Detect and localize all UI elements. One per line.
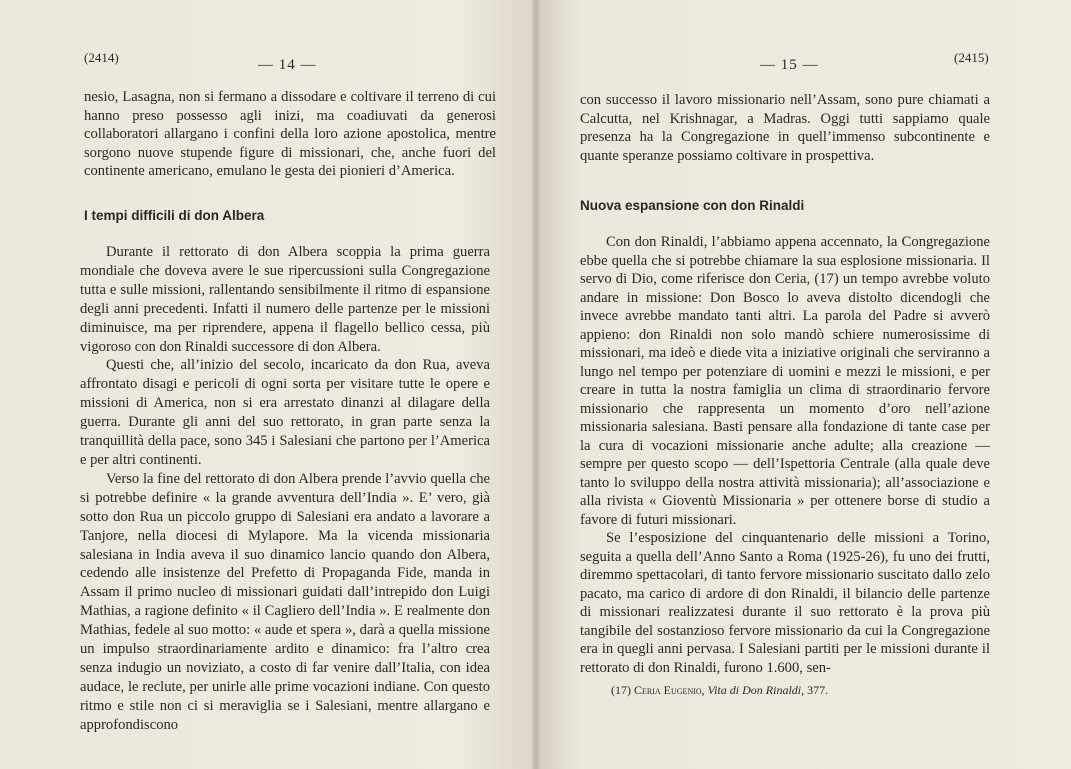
footnote-marker: (17)	[611, 683, 631, 697]
right-page-code: (2415)	[954, 50, 989, 65]
left-paragraph-2: Questi che, all’inizio del secolo, incaricato da don Rua, aveva affrontato disagi e pericoli di ogni sorta per visitare tutte le opere e missioni di America, non si era arrestato dinanzi al dilagare della guerra. Durante gli anni del suo rettorato, in gran parte senza la tranquillità della pace, sono 345 i Salesiani che partono per l’America e per altri continenti.	[80, 357, 490, 468]
right-section-heading: Nuova espansione con don Rinaldi	[580, 198, 805, 213]
right-intro-paragraph	[580, 91, 990, 165]
right-page-number: — 15 —	[760, 57, 819, 73]
right-intro-text: con successo il lavoro missionario nell’Assam, sono pure chiamati a Calcutta, nel Krishnagar, a Madras. Oggi tutti sappiamo quale presenza ha la Congregazione in quell’immenso subcontinente e quante speranze possiamo coltivare in prospettiva.	[580, 92, 990, 164]
right-page	[537, 0, 1071, 769]
left-intro-paragraph	[84, 88, 496, 181]
left-section-heading: I tempi difficili di don Albera	[84, 208, 265, 223]
footnote-author: Ceria Eugenio,	[634, 683, 705, 697]
left-page-code: (2414)	[84, 50, 119, 65]
left-paragraph-3: Verso la fine del rettorato di don Albera prende l’avvio quella che si potrebbe definire « la grande avventura dell’India ». E’ vero, già sotto don Rua un piccolo gruppo di Salesiani era andato a lavorare a Tanjore, nella diocesi di Mylapore. Ma la vicenda missionaria salesiana in India aveva il suo dinamico lancio quando don Albera, cedendo alle insistenze del Prefetto di Propaganda Fide, manda in Assam il primo nucleo di missionari guidati dall’intrepido don Luigi Mathias, a ragione definito « il Cagliero dell’India ». E realmente don Mathias, fedele al suo motto: « aude et spera », darà a quella missione un impulso straordinariamente ardito e dinamico: fra l’altro crea senza indugio un noviziato, a costo di far venire dall’Italia, con idea audace, le reclute, per unirle alle prime vocazioni indiane. Con questo ritmo e stile non ci si meraviglia se i Salesiani, mentre allargano e approfondiscono	[80, 470, 490, 733]
footnote	[611, 683, 828, 698]
right-body	[580, 233, 990, 677]
right-paragraph-1: Con don Rinaldi, l’abbiamo appena accennato, la Congregazione ebbe quella che si potrebbe chiamare la sua esplosione missionaria. Il servo di Dio, come riferisce don Ceria, (17) un tempo avrebbe voluto andare in missione: Don Bosco lo aveva distolto dicendogli che invece avrebbe mandato tanti altri. La parola del Padre si avverò appieno: don Rinaldi non solo mandò schiere numerosissime di missionari, ma ideò e diede vita a iniziative originali che serviranno a lungo nel tempo per potenziare di uomini e mezzi le missioni, e per creare in tutta la nostra famiglia un clima di straordinario fervore missionario che rappresenta un momento d’oro nell’azione missionaria salesiana. Basti pensare alla fondazione di tante case per la cura di vocazioni missionarie anche adulte; alla creazione — sempre per questo scopo — dell’Ispettoria Centrale (alla quale deve tanto lo sviluppo della nostra attività missionaria); all’associazione e alla rivista « Gioventù Missionaria » per ottenere borse di studio a favore di futuri missionari.	[580, 234, 990, 528]
left-paragraph-1: Durante il rettorato di don Albera scoppia la prima guerra mondiale che doveva avere le sue ripercussioni sulla Congregazione tutta e sulle missioni, rallentando sensibilmente il ritmo di espansione degli anni precedenti. Infatti il numero delle partenze per le missioni diminuisce, ma per riprendere, appena il flagello bellico cessa, più vigoroso con don Rinaldi successore di don Albera.	[80, 244, 490, 355]
book-gutter	[532, 0, 540, 769]
footnote-page: 377.	[807, 683, 829, 697]
left-page-number: — 14 —	[258, 57, 317, 73]
left-intro-text: nesio, Lasagna, non si fermano a dissodare e coltivare il terreno di cui hanno preso possesso agli inizi, ma coadiuvati da generosi collaboratori allargano i confini della loro azione apostolica, mentre sorgono nuove stupende figure di missionari, che, anche fuori del continente americano, emulano le gesta dei pionieri d’America.	[84, 89, 496, 180]
right-paragraph-2: Se l’esposizione del cinquantenario delle missioni a Torino, seguita a quella dell’Anno Santo a Roma (1925-26), fu uno dei frutti, diremmo spettacolari, di tanto fervore missionario suscitato dallo zelo pacato, ma carico di ardore di don Rinaldi, il bilancio delle partenze di missionari realizzatesi durante il suo rettorato è la prova più tangibile del sostanzioso fervore missionario da cui la Congregazione era in quegli anni pervasa. I Salesiani partiti per le missioni durante il rettorato di don Rinaldi, furono 1.600, sen-	[580, 530, 990, 676]
footnote-title: Vita di Don Rinaldi,	[707, 683, 805, 697]
left-body	[80, 243, 490, 735]
